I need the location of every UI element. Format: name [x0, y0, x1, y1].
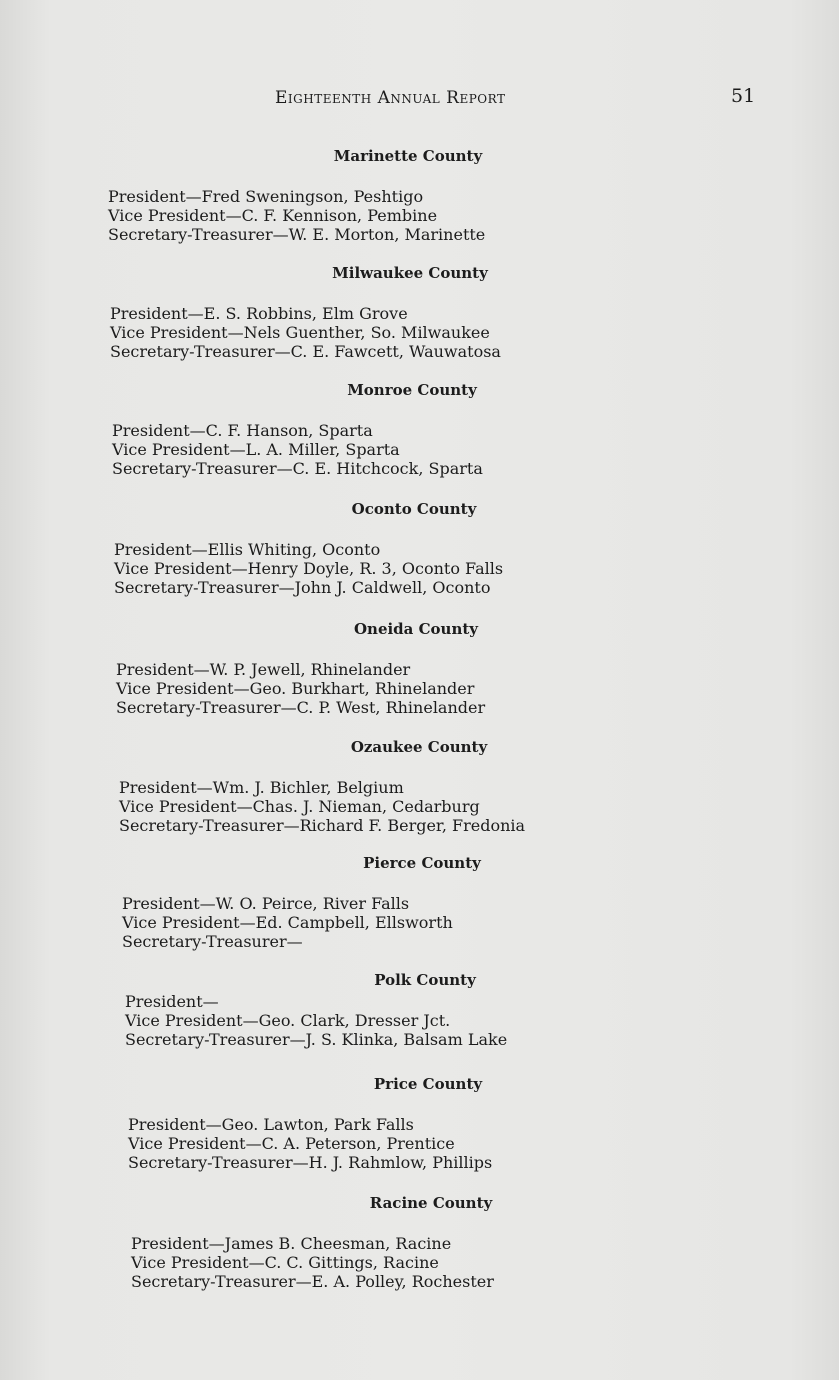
county-heading: Racine County: [369, 1194, 493, 1212]
secretary-treasurer-line: Secretary-Treasurer—: [122, 932, 303, 951]
county-section-polk: [125, 971, 685, 1049]
secretary-treasurer-line: Secretary-Treasurer—H. J. Rahmlow, Phillips: [128, 1153, 493, 1172]
county-heading: Oneida County: [353, 620, 479, 638]
president-line: President—Ellis Whiting, Oconto: [114, 540, 381, 559]
secretary-treasurer-line: Secretary-Treasurer—C. E. Fawcett, Wauwatosa: [110, 342, 501, 361]
vice-president-line: Vice President—Nels Guenther, So. Milwaukee: [110, 323, 490, 342]
president-line: President—James B. Cheesman, Racine: [131, 1234, 452, 1253]
president-line: President—Geo. Lawton, Park Falls: [128, 1115, 414, 1134]
secretary-treasurer-line: Secretary-Treasurer—Richard F. Berger, Fredonia: [119, 816, 526, 835]
vice-president-line: Vice President—C. C. Gittings, Racine: [131, 1253, 439, 1272]
county-heading: Polk County: [374, 971, 476, 989]
secretary-treasurer-line: Secretary-Treasurer—John J. Caldwell, Oconto: [114, 578, 491, 597]
vice-president-line: Vice President—Ed. Campbell, Ellsworth: [122, 913, 453, 932]
vice-president-line: Vice President—C. A. Peterson, Prentice: [128, 1134, 455, 1153]
secretary-treasurer-line: Secretary-Treasurer—E. A. Polley, Rochester: [131, 1272, 494, 1291]
secretary-treasurer-line: Secretary-Treasurer—C. P. West, Rhinelander: [116, 698, 486, 717]
president-line: President—C. F. Hanson, Sparta: [112, 421, 373, 440]
county-section-oconto: [114, 500, 674, 597]
county-section-racine: [131, 1194, 691, 1291]
county-heading: Monroe County: [347, 381, 477, 399]
county-section-monroe: [112, 381, 672, 478]
county-heading: Pierce County: [363, 854, 481, 872]
county-heading: Marinette County: [333, 147, 483, 165]
secretary-treasurer-line: Secretary-Treasurer—C. E. Hitchcock, Sparta: [112, 459, 483, 478]
vice-president-line: Vice President—C. F. Kennison, Pembine: [108, 206, 438, 225]
running-head: Eighteenth Annual Report: [275, 88, 506, 108]
county-section-price: [128, 1075, 688, 1172]
vice-president-line: Vice President—Chas. J. Nieman, Cedarburg: [119, 797, 480, 816]
president-line: President—W. P. Jewell, Rhinelander: [116, 660, 411, 679]
president-line: President—Wm. J. Bichler, Belgium: [119, 778, 404, 797]
vice-president-line: Vice President—Geo. Clark, Dresser Jct.: [125, 1011, 451, 1030]
county-heading: Milwaukee County: [332, 264, 488, 282]
president-line: President—E. S. Robbins, Elm Grove: [110, 304, 408, 323]
county-section-milwaukee: [110, 264, 670, 361]
president-line: President—W. O. Peirce, River Falls: [122, 894, 410, 913]
vice-president-line: Vice President—Henry Doyle, R. 3, Oconto Falls: [114, 559, 504, 578]
vice-president-line: Vice President—L. A. Miller, Sparta: [112, 440, 400, 459]
president-line: President—Fred Sweningson, Peshtigo: [108, 187, 424, 206]
county-section-pierce: [122, 854, 682, 951]
secretary-treasurer-line: Secretary-Treasurer—W. E. Morton, Marinette: [108, 225, 486, 244]
county-heading: Ozaukee County: [350, 738, 488, 756]
president-line: President—: [125, 992, 219, 1011]
county-section-oneida: [116, 620, 676, 717]
secretary-treasurer-line: Secretary-Treasurer—J. S. Klinka, Balsam Lake: [125, 1030, 508, 1049]
county-section-marinette: [108, 147, 668, 244]
county-heading: Price County: [373, 1075, 483, 1093]
page-number: 51: [731, 85, 756, 107]
county-section-ozaukee: [119, 738, 679, 835]
county-heading: Oconto County: [351, 500, 477, 518]
vice-president-line: Vice President—Geo. Burkhart, Rhinelander: [116, 679, 475, 698]
